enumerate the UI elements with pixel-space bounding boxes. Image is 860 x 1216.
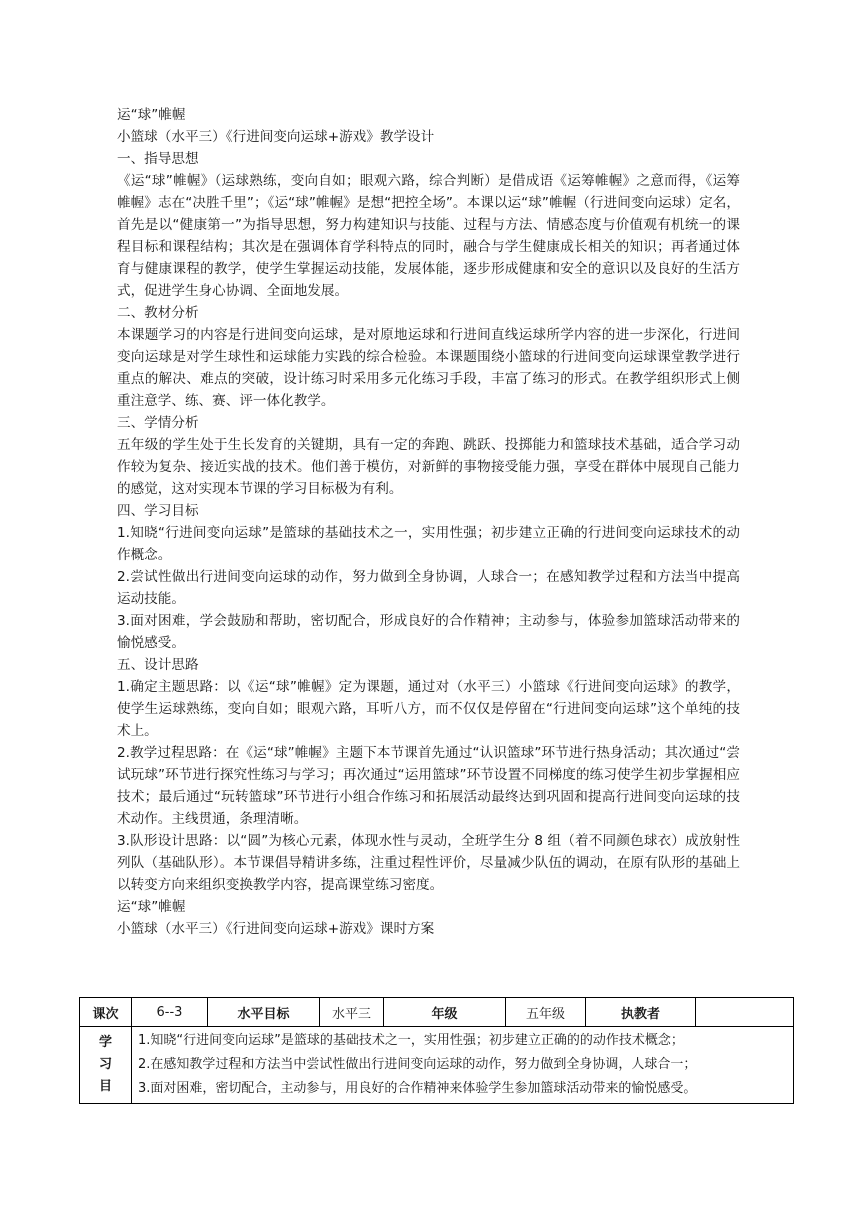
- goal-label-char: 目: [98, 1079, 112, 1094]
- paragraph: 2.尝试性做出行进间变向运球的动作，努力做到全身协调，人球合一；在感知教学过程和方法当中提高运动技能。: [117, 569, 740, 607]
- teacher-value: [696, 998, 794, 1027]
- paragraph: 3.面对困难，学会鼓励和帮助，密切配合，形成良好的合作精神；主动参与，体验参加篮球活动带来的愉悦感受。: [117, 613, 740, 651]
- section-heading: 二、教材分析: [117, 305, 199, 321]
- level-label: 水平目标: [208, 998, 320, 1027]
- table-header-row: [80, 998, 794, 1027]
- paragraph: 《运“球”帷幄》（运球熟练，变向自如；眼观六路，综合判断）是借成语《运筹帷幄》之意而得，《运筹帷幄》志在“决胜千里”；《运“球”帷幄》是想“把控全场”。本课以运“球”帷幄（行进间变向运球）定名，首先是以“健康第一”为指导思想，努力构建知识与技能、过程与方法、情感态度与价值观有机统一的课程目标和课程结构；其次是在强调体育学科特点的同时，融合与学生健康成长相关的知识；再者通过体育与健康课程的教学，使学生掌握运动技能，发展体能，逐步形成健康和安全的意识以及良好的生活方式，促进学生身心协调、全面地发展。: [117, 173, 740, 299]
- paragraph: 本课题学习的内容是行进间变向运球，是对原地运球和行进间直线运球所学内容的进一步深化，行进间变向运球是对学生球性和运球能力实践的综合检验。本课题围绕小篮球的行进间变向运球课堂教学进行重点的解决、难点的突破，设计练习时采用多元化练习手段，丰富了练习的形式。在教学组织形式上侧重注意学、练、赛、评一体化教学。: [117, 327, 740, 409]
- section-heading: 五、设计思路: [117, 657, 199, 673]
- doc-subtitle-2: 小篮球（水平三）《行进间变向运球+游戏》课时方案: [117, 921, 435, 937]
- doc-subtitle: 小篮球（水平三）《行进间变向运球+游戏》教学设计: [117, 129, 435, 145]
- goal-cell: [132, 1027, 794, 1104]
- section-heading: 一、指导思想: [117, 151, 199, 167]
- section-heading: 三、学情分析: [117, 415, 199, 431]
- table-row: [80, 1027, 794, 1104]
- paragraph: 3.队形设计思路：以“圆”为核心元素，体现水性与灵动，全班学生分 8 组（着不同颜色球衣）成放射性列队（基础队形）。本节课倡导精讲多练，注重过程性评价，尽量减少队伍的调动，在原有队形的基础上以转变方向来组织变换教学内容，提高课堂练习密度。: [117, 833, 740, 893]
- section-body: [117, 522, 740, 654]
- paragraph: 五年级的学生处于生长发育的关键期，具有一定的奔跑、跳跃、投掷能力和篮球技术基础，适合学习动作较为复杂、接近实战的技术。他们善于模仿，对新鲜的事物接受能力强，享受在群体中展现自己能力的感觉，这对实现本节课的学习目标极为有利。: [117, 437, 740, 497]
- goal-item: 2.在感知教学过程和方法当中尝试性做出行进间变向运球的动作，努力做到全身协调，人球合一；: [138, 1057, 697, 1072]
- goal-item: 3.面对困难，密切配合，主动参与，用良好的合作精神来体验学生参加篮球活动带来的愉悦感受。: [138, 1081, 697, 1096]
- goal-item: 1.知晓“行进间变向运球”是篮球的基础技术之一，实用性强；初步建立正确的的动作技术概念；: [138, 1033, 684, 1048]
- goal-label-char: 习: [98, 1057, 112, 1072]
- doc-title-2: 运“球”帷幄: [117, 899, 186, 915]
- paragraph: 2.教学过程思路：在《运“球”帷幄》主题下本节课首先通过“认识篮球”环节进行热身活动；其次通过“尝试玩球”环节进行探究性练习与学习；再次通过“运用篮球”环节设置不同梯度的练习使学生初步掌握相应技术；最后通过“玩转篮球”环节进行小组合作练习和拓展活动最终达到巩固和提高行进间变向运球的技术动作。主线贯通，条理清晰。: [117, 745, 740, 827]
- section-body: [117, 170, 740, 302]
- goal-label: [80, 1027, 132, 1104]
- document-body: [117, 104, 740, 940]
- section-body: [117, 676, 740, 896]
- teacher-label: 执教者: [586, 998, 696, 1027]
- lesson-plan-table: [79, 997, 794, 1104]
- goal-label-char: 学: [98, 1035, 112, 1050]
- grade-label: 年级: [384, 998, 506, 1027]
- grade-value: 五年级: [506, 998, 586, 1027]
- lesson-value: 6--3: [132, 998, 208, 1027]
- section-body: [117, 324, 740, 412]
- doc-title: 运“球”帷幄: [117, 107, 186, 123]
- section-heading: 四、学习目标: [117, 503, 199, 519]
- lesson-label: 课次: [80, 998, 132, 1027]
- section-body: [117, 434, 740, 500]
- level-value: 水平三: [320, 998, 384, 1027]
- paragraph: 1.确定主题思路：以《运“球”帷幄》定为课题，通过对（水平三）小篮球《行进间变向运球》的教学，使学生运球熟练，变向自如；眼观六路，耳听八方，而不仅仅是停留在“行进间变向运球”这个单纯的技术上。: [117, 679, 740, 739]
- paragraph: 1.知晓“行进间变向运球”是篮球的基础技术之一，实用性强；初步建立正确的行进间变向运球技术的动作概念。: [117, 525, 740, 563]
